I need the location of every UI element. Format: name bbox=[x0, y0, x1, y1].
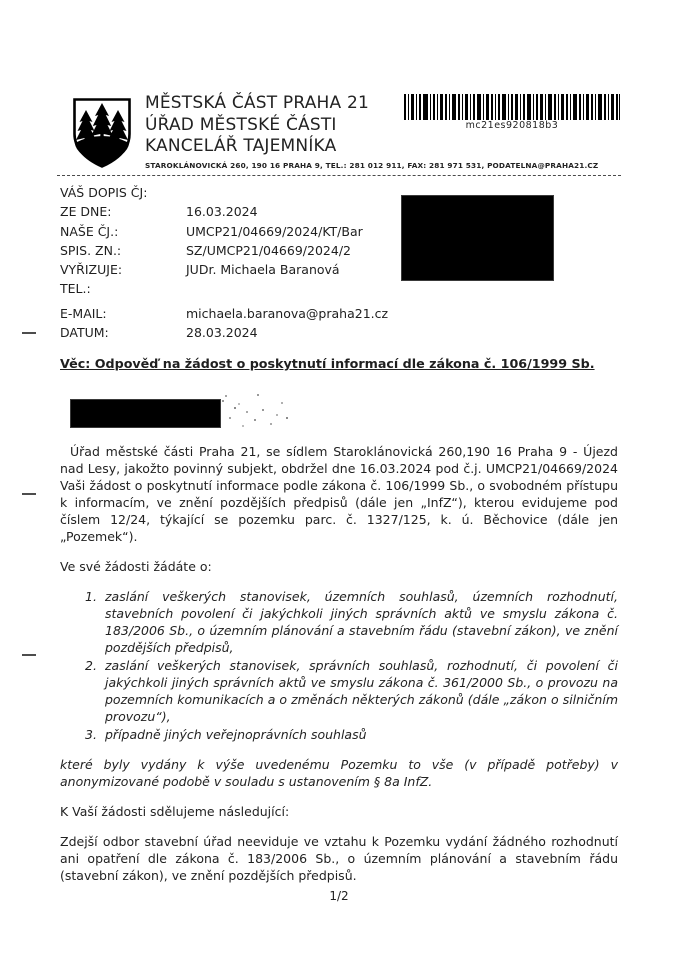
meta-value: JUDr. Michaela Baranová bbox=[186, 262, 340, 278]
request-list bbox=[60, 588, 618, 743]
meta-row-ze-dne bbox=[60, 202, 388, 221]
meta-row-datum bbox=[60, 323, 388, 342]
meta-row-vas-dopis bbox=[60, 183, 388, 202]
paragraph-after-list: které byly vydány k výše uvedenému Pozemku to vše (v případě potřeby) v anonymizované podobě v souladu s ustanovením § 8a InfZ. bbox=[60, 757, 618, 789]
barcode-label: mc21es920818b3 bbox=[465, 120, 559, 131]
meta-label: VYŘIZUJE: bbox=[60, 262, 123, 278]
meta-label: DATUM: bbox=[60, 325, 109, 341]
meta-label: E-MAIL: bbox=[60, 305, 107, 321]
meta-row-nase-cj bbox=[60, 222, 388, 241]
meta-value: michaela.baranova@praha21.cz bbox=[186, 305, 389, 321]
coat-of-arms-icon bbox=[66, 96, 138, 170]
barcode-icon bbox=[404, 94, 620, 120]
meta-value: SZ/UMCP21/04669/2024/2 bbox=[186, 242, 351, 258]
stamp-remnant-speckles bbox=[218, 398, 220, 400]
meta-value: 28.03.2024 bbox=[186, 325, 258, 341]
letter-body bbox=[60, 443, 618, 897]
request-list-item: zaslání veškerých stanovisek, územních souhlasů, územních rozhodnutí, stavebních povolení či jakýchkoli jiných správních aktů ve smyslu zákona č. 183/2006 Sb., o územním plánování a stavebním řádu (stavební zákon), ve znění pozdějších předpisů, bbox=[105, 589, 618, 655]
paragraph-final: Zdejší odbor stavební úřad neeviduje ve vztahu k Pozemku vydání žádného rozhodnutí ani opatření dle zákona č. 183/2006 Sb., o územním plánování a stavebním řádu (stavební zákon), ve znění pozdějších předpisů. bbox=[60, 834, 618, 883]
paragraph-intro: Úřad městské části Praha 21, se sídlem Staroklánovická 260,190 16 Praha 9 - Újezd nad Lesy, jakožto povinný subjekt, obdržel dne 16.03.2024 pod č.j. UMCP21/04669/2024 Vaši žádost o poskytnutí informace podle zákona č. 106/1999 Sb., o svobodném přístupu k informacím, ve znění pozdějších předpisů (dále jen „InfZ“), kterou evidujeme pod číslem 12/24, týkající se pozemku parc. č. 1327/125, k. ú. Běchovice (dále jen „Pozemek“). bbox=[60, 444, 618, 544]
redaction-box-recipient bbox=[70, 399, 221, 428]
request-list-item: případně jiných veřejnoprávních souhlasů bbox=[105, 727, 367, 742]
paragraph-list-intro: Ve své žádosti žádáte o: bbox=[60, 559, 212, 574]
org-contact-line: STAROKLÁNOVICKÁ 260, 190 16 PRAHA 9, TEL.: 281 012 911, FAX: 281 971 531, PODATELNA@PRAHA21.CZ bbox=[145, 160, 599, 170]
paragraph-note: K Vaší žádosti sdělujeme následující: bbox=[60, 804, 290, 819]
fold-mark bbox=[22, 332, 36, 334]
meta-label: TEL.: bbox=[60, 281, 91, 297]
barcode bbox=[404, 94, 620, 131]
meta-row-email bbox=[60, 304, 388, 323]
meta-value: UMCP21/04669/2024/KT/Bar bbox=[186, 223, 363, 239]
redaction-box-sender bbox=[401, 195, 554, 281]
page-number: 1/2 bbox=[329, 889, 349, 903]
org-name-line1: MĚSTSKÁ ČÁST PRAHA 21 bbox=[145, 93, 369, 113]
letter-meta-block bbox=[60, 183, 388, 342]
meta-label: ZE DNE: bbox=[60, 204, 112, 220]
meta-label: VÁŠ DOPIS ČJ: bbox=[60, 185, 148, 200]
org-name-line3: KANCELÁŘ TAJEMNÍKA bbox=[145, 136, 337, 156]
org-name-line2: ÚŘAD MĚSTSKÉ ČÁSTI bbox=[145, 114, 337, 135]
fold-mark bbox=[22, 654, 36, 656]
header-separator-line bbox=[57, 175, 621, 176]
meta-label: SPIS. ZN.: bbox=[60, 242, 122, 258]
fold-mark bbox=[22, 493, 36, 495]
meta-value: 16.03.2024 bbox=[186, 204, 258, 220]
meta-row-tel bbox=[60, 279, 388, 298]
request-list-item: zaslání veškerých stanovisek, správních souhlasů, rozhodnutí, či povolení či jakýchkoli jiných správních aktů ve smyslu zákona č. 361/2000 Sb., o provozu na pozemních komunikacích a o změnách některých zákonů (dále „zákon o silničním provozu“), bbox=[105, 658, 618, 724]
meta-label: NAŠE ČJ.: bbox=[60, 223, 119, 239]
meta-row-vyrizuje bbox=[60, 260, 388, 279]
meta-row-spis-zn bbox=[60, 241, 388, 260]
subject-line: Věc: Odpověď na žádost o poskytnutí informací dle zákona č. 106/1999 Sb. bbox=[60, 356, 595, 371]
